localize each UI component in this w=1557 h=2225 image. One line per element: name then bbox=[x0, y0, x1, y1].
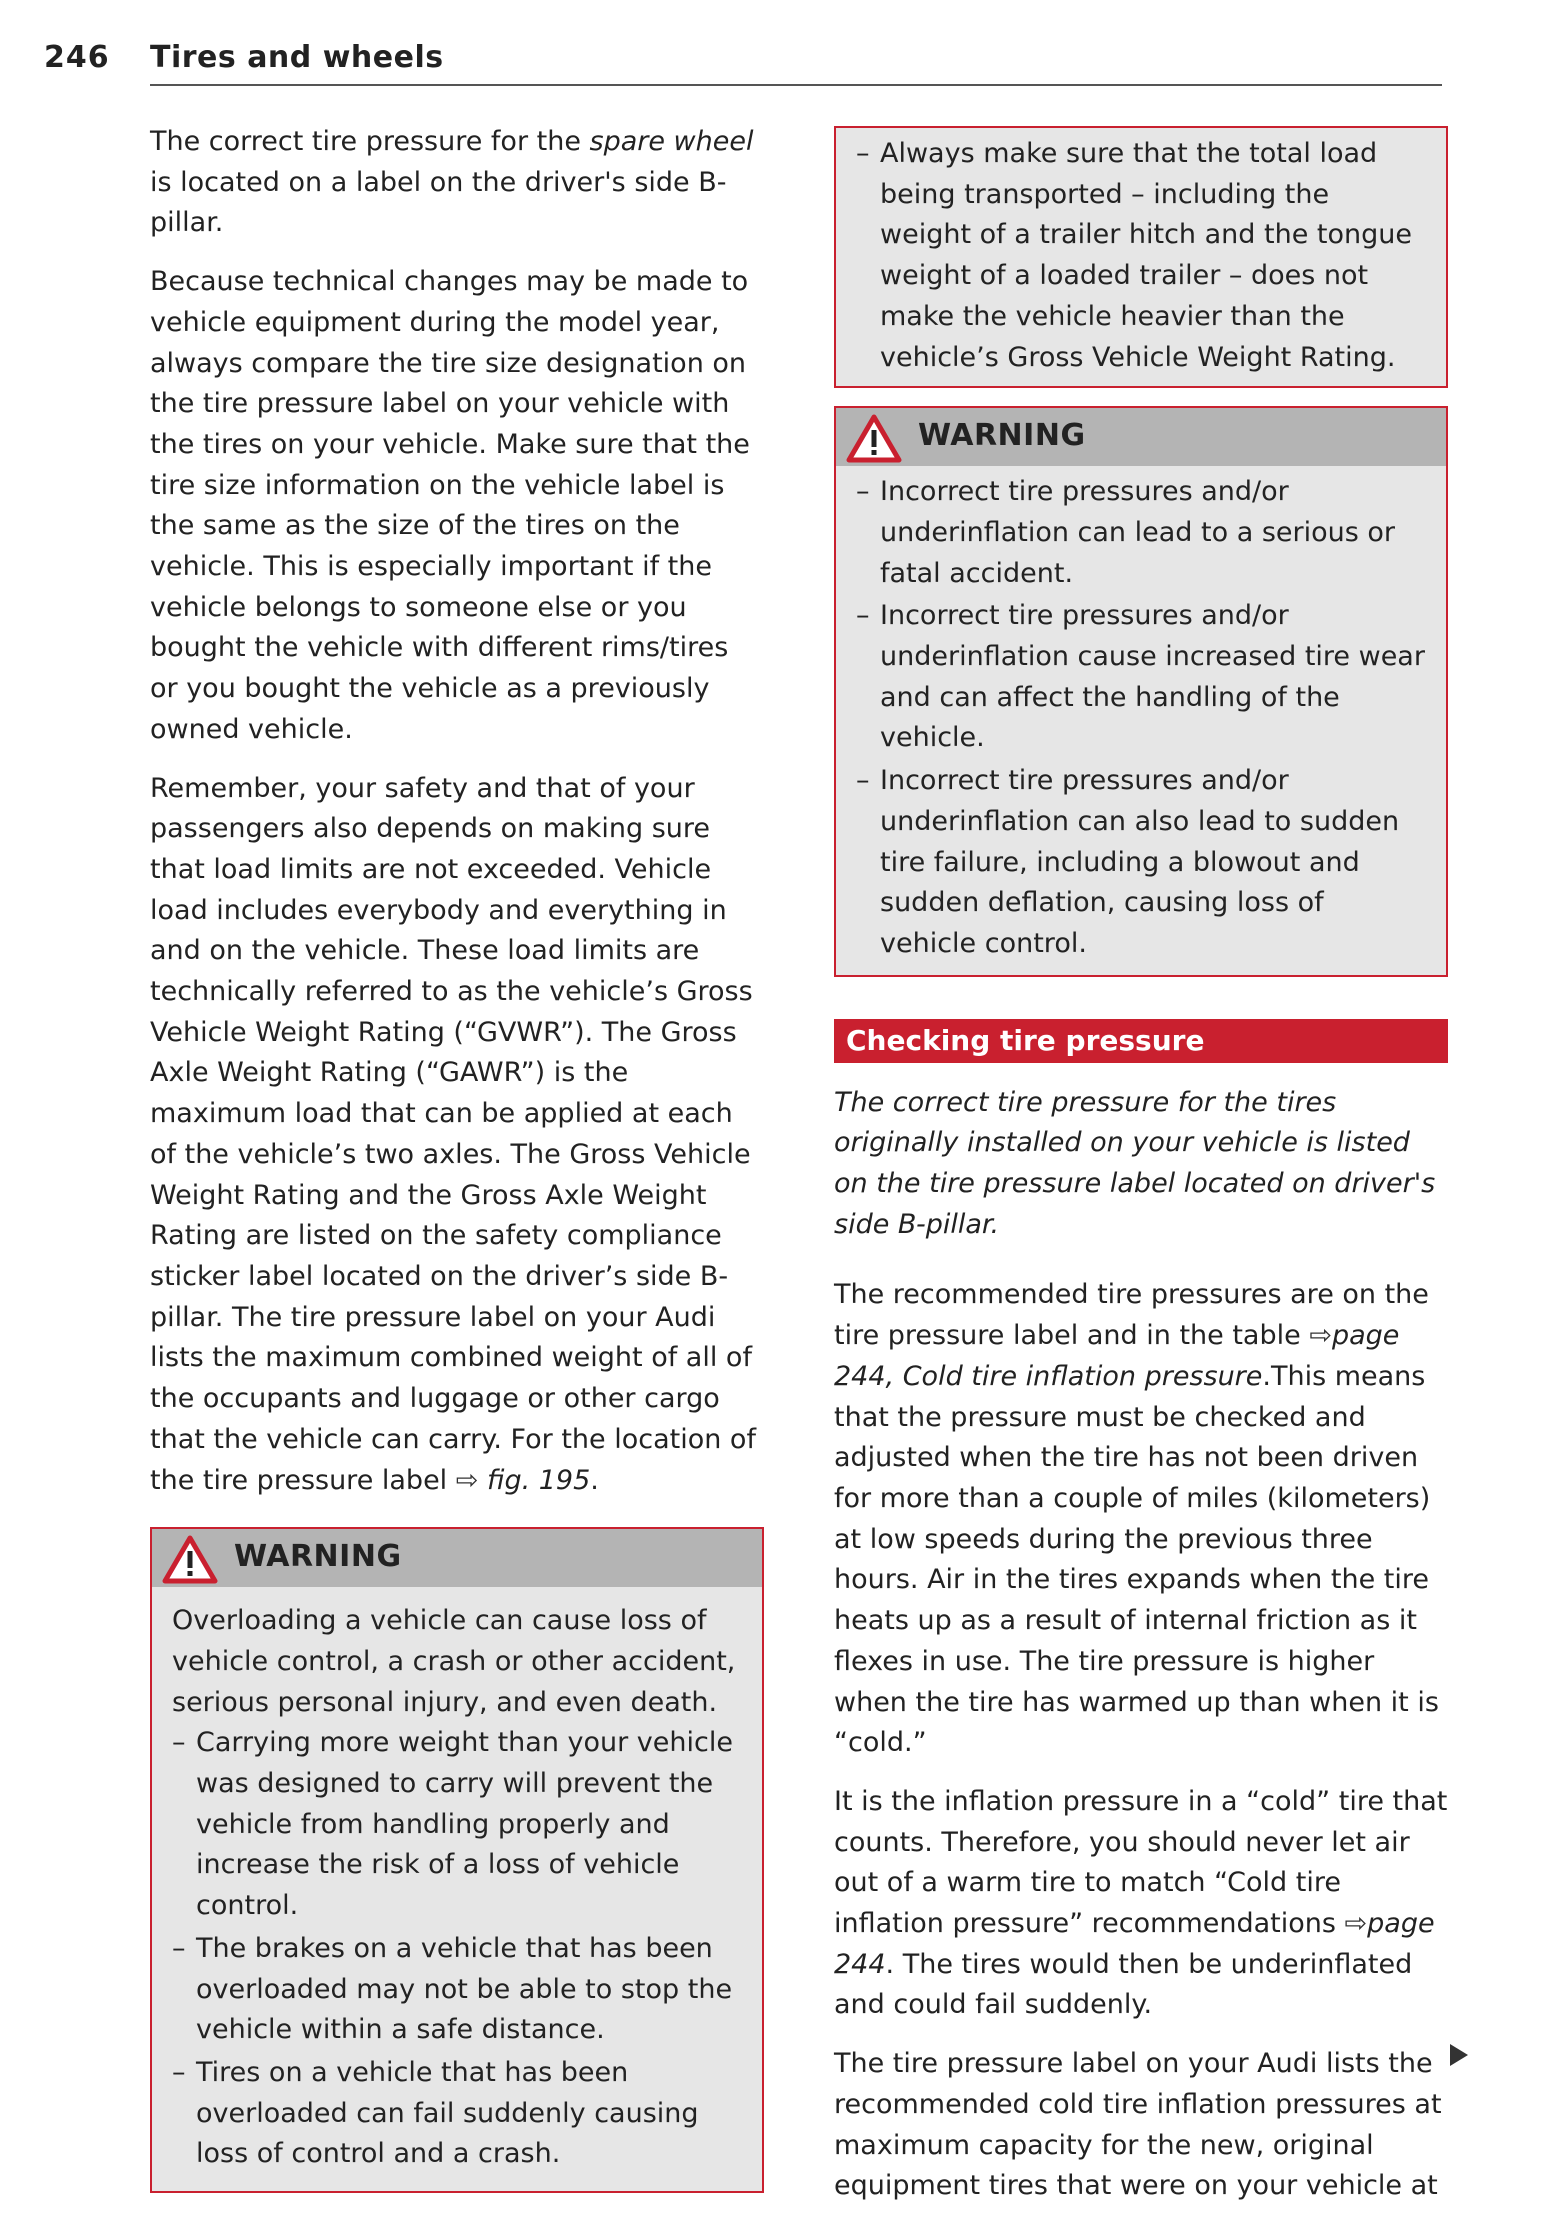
load-limits-paragraph: Remember, your safety and that of your passengers also depends on making sure that load limits are not exceeded. Vehicle load includes everybody and everything in and on the vehicle. These load limits are technically referred to as the vehicle’s Gross Vehicle Weight Rating (“GVWR”). The Gross Axle Weight Rating (“GAWR”) is the maximum load that can be applied at each of the vehicle’s two axles. The Gross Vehicle Weight Rating and the Gross Axle Weight Rating are listed on the safety compliance sticker label located on the driver’s side B-pillar. The tire pressure label on your Audi lists the maximum combined weight of all of the occupants and luggage or other cargo that the vehicle can carry. For the location of the tire pressure label ⇨ fig. 195. bbox=[150, 772, 756, 1496]
checking-tire-pressure-heading: Checking tire pressure bbox=[834, 1019, 1448, 1063]
page-244-link[interactable]: page 244 bbox=[834, 1908, 1435, 1980]
overloading-warning-box bbox=[150, 1527, 764, 2193]
right-column bbox=[834, 122, 1448, 2225]
fig-195-link[interactable]: fig. 195 bbox=[487, 1464, 591, 1496]
warning-intro: Overloading a vehicle can cause loss of vehicle control, a crash or other accident, serious personal injury, and even death. bbox=[172, 1605, 736, 1718]
total-load-note-box bbox=[834, 126, 1448, 388]
reference-arrow-icon: ⇨ bbox=[455, 1464, 479, 1496]
warning-list bbox=[172, 1723, 744, 2175]
warning-triangle-icon bbox=[846, 413, 902, 463]
spare-wheel-paragraph: The correct tire pressure for the spare wheel is located on a label on the driver's side B-pillar. bbox=[150, 126, 754, 239]
tire-pressure-warning-box bbox=[834, 406, 1448, 976]
list-item: – Incorrect tire pressures and/or underinflation can lead to a serious or fatal accident. bbox=[856, 472, 1428, 594]
list-item: – The brakes on a vehicle that has been overloaded may not be able to stop the vehicle within a safe distance. bbox=[172, 1929, 744, 2051]
page-244-link[interactable]: page 244, Cold tire inflation pressure bbox=[834, 1320, 1400, 1392]
recommended-pressures-paragraph: The recommended tire pressures are on the tire pressure label and in the table ⇨page 244, Cold tire inflation pressure.This means that the pressure must be checked and adjusted when the tire has not been driven for more than a couple of miles (kilometers) at low speeds during the previous three hours. Air in the tires expands when the tire heats up as a result of internal friction as it flexes in use. The tire pressure is higher when the tire has warmed up than when it is “cold.” bbox=[834, 1279, 1439, 1759]
list-item: – Always make sure that the total load being transported – including the weight of a trailer hitch and the tongue weight of a loaded trailer – does not make the vehicle heavier than the vehicle’s Gross Vehicle Weight Rating. bbox=[856, 134, 1428, 378]
reference-arrow-icon: ⇨ bbox=[1344, 1908, 1368, 1940]
continue-arrow-icon bbox=[1450, 2044, 1468, 2066]
reference-arrow-icon: ⇨ bbox=[1309, 1320, 1332, 1352]
list-item: – Carrying more weight than your vehicle was designed to carry will prevent the vehicle from handling properly and increase the risk of a loss of vehicle control. bbox=[172, 1723, 744, 1927]
left-column bbox=[150, 122, 764, 2193]
cold-tire-paragraph: It is the inflation pressure in a “cold” tire that counts. Therefore, you should never let air out of a warm tire to match “Cold tire inflation pressure” recommendations ⇨page 244. The tires would then be underinflated and could fail suddenly. bbox=[834, 1785, 1448, 2021]
page-header bbox=[44, 40, 1442, 84]
header-rule bbox=[150, 84, 1442, 86]
list-item: – Incorrect tire pressures and/or underinflation cause increased tire wear and can affect the handling of the vehicle. bbox=[856, 596, 1428, 759]
warning-triangle-icon bbox=[162, 1534, 218, 1584]
page-number: 246 bbox=[44, 40, 110, 75]
section-title: Tires and wheels bbox=[150, 40, 444, 75]
spare-wheel-term: spare wheel bbox=[589, 126, 754, 157]
pressure-label-paragraph: The tire pressure label on your Audi lists the recommended cold tire inflation pressures at maximum capacity for the new, original equipment tires that were on your vehicle at bbox=[834, 2048, 1442, 2202]
list-item: – Tires on a vehicle that has been overloaded can fail suddenly causing loss of control and a crash. bbox=[172, 2053, 744, 2175]
tire-size-paragraph: Because technical changes may be made to vehicle equipment during the model year, always compare the tire size designation on the tire pressure label on your vehicle with the tires on your vehicle. Make sure that the tire size information on the vehicle label is the same as the size of the tires on the vehicle. This is especially important if the vehicle belongs to someone else or you bought the vehicle with different rims/tires or you bought the vehicle as a previously owned vehicle. bbox=[150, 266, 750, 745]
warning-label: WARNING bbox=[918, 418, 1086, 454]
section-intro: The correct tire pressure for the tires originally installed on your vehicle is listed on the tire pressure label located on driver's side B-pillar. bbox=[834, 1086, 1436, 1240]
warning-label: WARNING bbox=[234, 1539, 402, 1575]
list-item: – Incorrect tire pressures and/or underinflation can also lead to sudden tire failure, including a blowout and sudden deflation, causing loss of vehicle control. bbox=[856, 761, 1428, 965]
warning-list bbox=[856, 472, 1428, 964]
warning-header bbox=[152, 1529, 762, 1587]
warning-header bbox=[836, 408, 1446, 466]
